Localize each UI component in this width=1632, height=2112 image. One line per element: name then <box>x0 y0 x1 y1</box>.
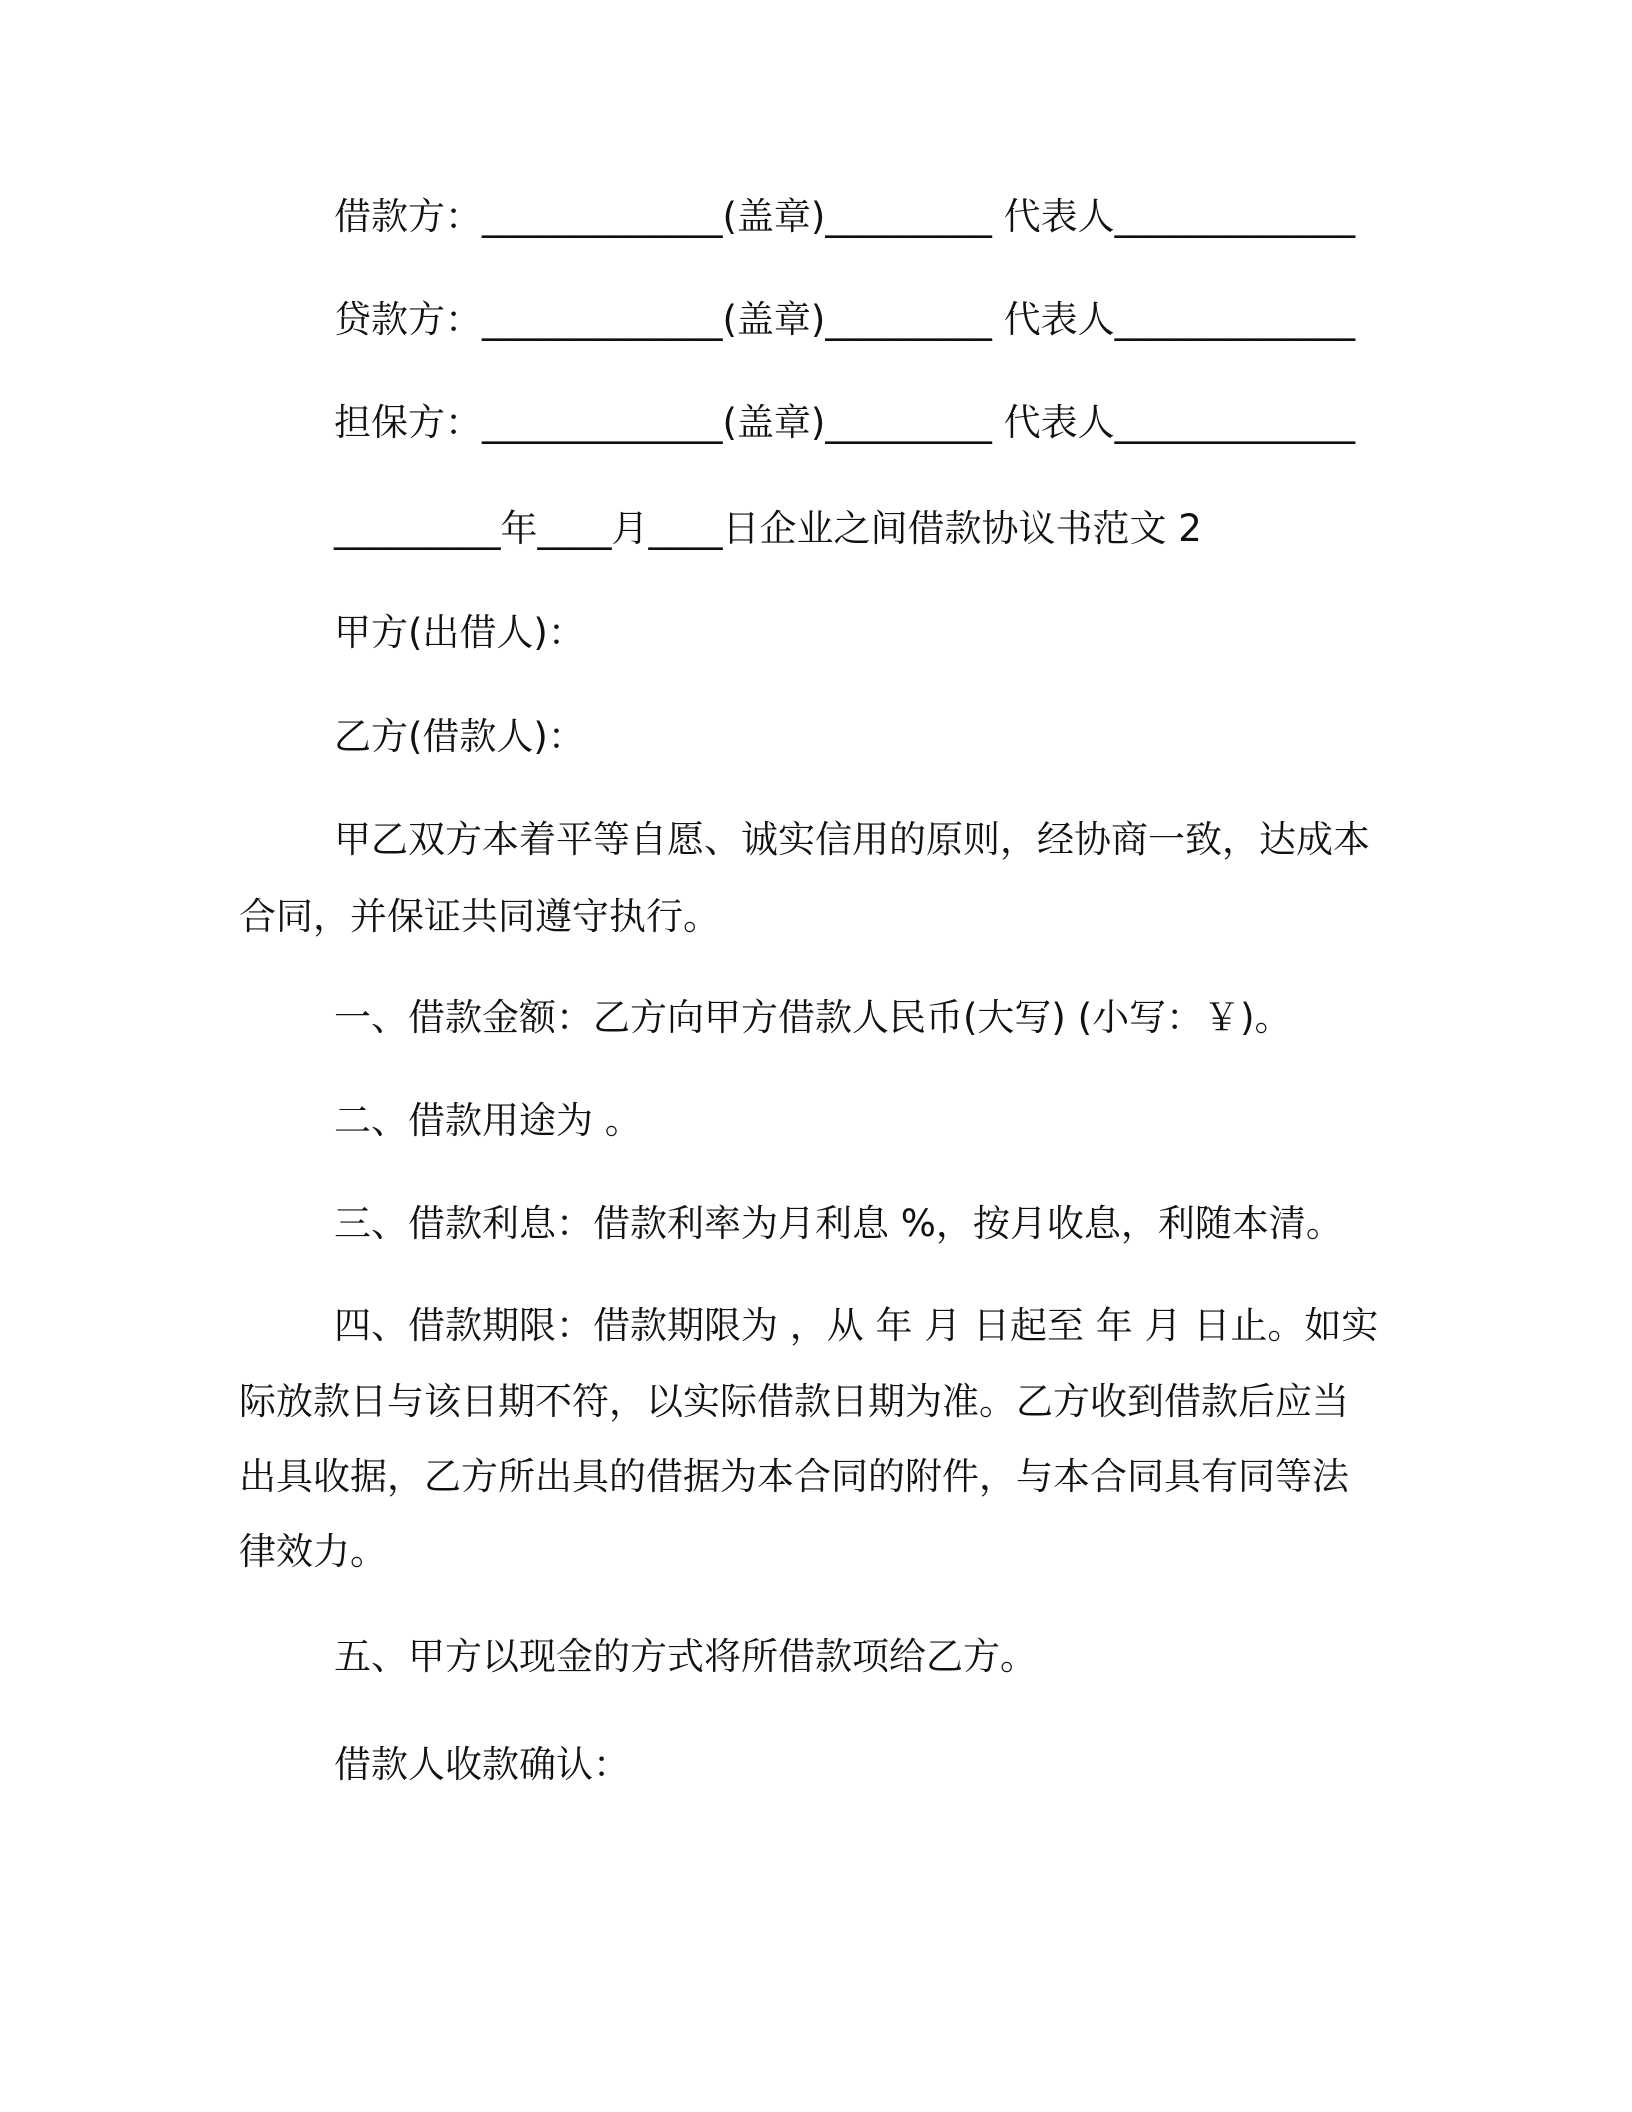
receipt-confirmation-label: 借款人收款确认： <box>334 1743 630 1786</box>
signature-line-guarantor: 担保方：_____________(盖章)_________ 代表人_____________ <box>334 401 1356 444</box>
signature-line-lender: 贷款方：_____________(盖章)_________ 代表人_____________ <box>334 298 1356 341</box>
clause-4-line-2: 际放款日与该日期不符，以实际借款日期为准。乙方收到借款后应当 <box>239 1380 1349 1423</box>
clause-4-line-1: 四、借款期限：借款期限为 ，从 年 月 日起至 年 月 日止。如实 <box>334 1304 1379 1347</box>
intro-paragraph-line-1: 甲乙双方本着平等自愿、诚实信用的原则，经协商一致，达成本 <box>334 818 1370 861</box>
party-b-label: 乙方(借款人)： <box>334 715 585 758</box>
clause-3-loan-interest: 三、借款利息：借款利率为月利息 %，按月收息，利随本清。 <box>334 1202 1343 1245</box>
clause-4-line-3: 出具收据，乙方所出具的借据为本合同的附件，与本合同具有同等法 <box>239 1455 1349 1498</box>
party-a-label: 甲方(出借人)： <box>334 611 585 654</box>
signature-line-borrower: 借款方：_____________(盖章)_________ 代表人_____________ <box>334 195 1356 238</box>
clause-5-payment-method: 五、甲方以现金的方式将所借款项给乙方。 <box>334 1635 1037 1678</box>
intro-paragraph-line-2: 合同，并保证共同遵守执行。 <box>239 895 720 938</box>
clause-1-loan-amount: 一、借款金额：乙方向甲方借款人民币(大写) (小写：￥)。 <box>334 996 1292 1039</box>
date-and-title-line: _________年____月____日企业之间借款协议书范文 2 <box>334 507 1202 550</box>
clause-4-line-4: 律效力。 <box>239 1530 387 1573</box>
clause-2-loan-purpose: 二、借款用途为 。 <box>334 1099 642 1142</box>
